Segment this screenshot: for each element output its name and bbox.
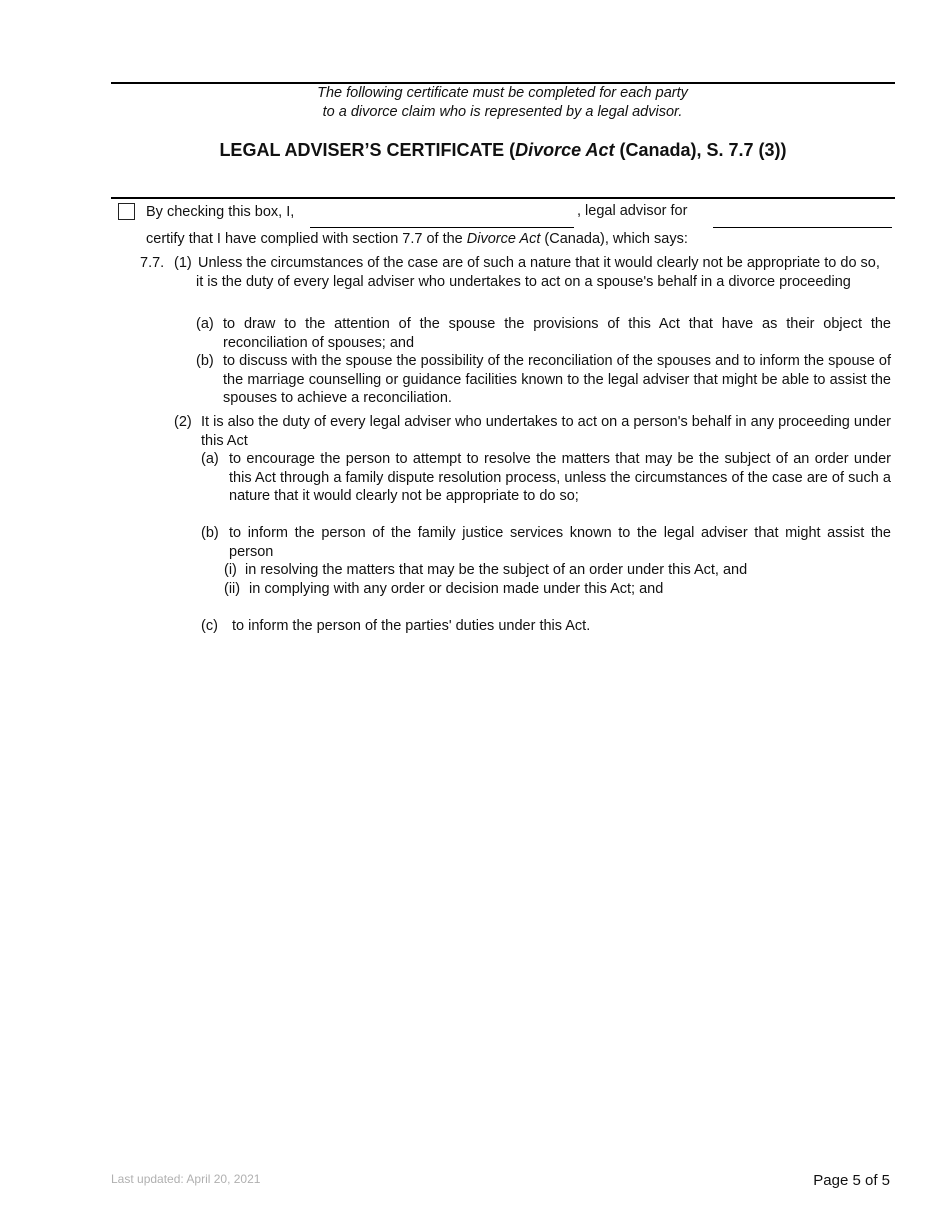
s2-b-label: (b) bbox=[201, 525, 219, 541]
certify-statement: certify that I have complied with section 7.7 of the Divorce Act (Canada), which says: bbox=[146, 231, 688, 247]
s1-a-label: (a) bbox=[196, 316, 214, 332]
s2-b-i-text: in resolving the matters that may be the subject of an order under this Act, and bbox=[245, 562, 748, 578]
s2-b-i-label: (i) bbox=[224, 562, 237, 578]
certify-act: Divorce Act bbox=[466, 231, 541, 247]
subsection-1-text: Unless the circumstances of the case are of such a nature that it would clearly not be appropriate to do so, it is the duty of every legal adviser who undertakes to act on a spouse's behalf in a divorce proceeding bbox=[196, 255, 880, 290]
notice-line-2: to a divorce claim who is represented by a legal advisor. bbox=[322, 103, 683, 120]
section-number: 7.7. bbox=[140, 255, 165, 271]
subsection-1-number: (1) bbox=[174, 255, 192, 271]
advisor-name-field[interactable] bbox=[310, 205, 574, 228]
subsection-2-number: (2) bbox=[174, 414, 192, 430]
party-name-field[interactable] bbox=[713, 205, 892, 228]
s2-c-label: (c) bbox=[201, 618, 218, 634]
notice-line-1: The following certificate must be completed for each party bbox=[317, 85, 688, 101]
s2-a-text: to encourage the person to attempt to resolve the matters that may be the subject of an order under this Act through a family dispute resolution process, unless the circumstances of the case are of such a nature that it would clearly not be appropriate to do so; bbox=[229, 451, 891, 504]
s1-b-label: (b) bbox=[196, 353, 214, 369]
s2-c-text: to inform the person of the parties' duties under this Act. bbox=[232, 618, 591, 634]
last-updated: Last updated: April 20, 2021 bbox=[111, 1172, 261, 1186]
s2-a-label: (a) bbox=[201, 451, 219, 467]
title-prefix: LEGAL ADVISER’S CERTIFICATE ( bbox=[219, 140, 516, 160]
certify-checkbox[interactable] bbox=[118, 203, 135, 220]
s1-a-text: to draw to the attention of the spouse the provisions of this Act that have as their object the reconciliation of spouses; and bbox=[223, 316, 891, 351]
s1-b-text: to discuss with the spouse the possibility of the reconciliation of the spouses and to inform the spouse of the marriage counselling or guidance facilities known to the legal adviser that might be able to assist the spouses to achieve a reconciliation. bbox=[223, 353, 891, 406]
page-title bbox=[111, 140, 895, 161]
subsection-2-text: It is also the duty of every legal adviser who undertakes to act on a person's behalf in any proceeding under this Act bbox=[201, 414, 891, 449]
page-number: Page 5 of 5 bbox=[813, 1172, 890, 1189]
s2-b-text: to inform the person of the family justice services known to the legal adviser that might assist the person bbox=[229, 525, 891, 560]
title-suffix: (Canada), S. 7.7 (3)) bbox=[614, 140, 787, 160]
checkbox-label: By checking this box, I, bbox=[146, 204, 295, 220]
s2-b-ii-text: in complying with any order or decision made under this Act; and bbox=[249, 581, 664, 597]
title-act: Divorce Act bbox=[515, 140, 615, 160]
s2-b-ii-label: (ii) bbox=[224, 581, 241, 597]
legal-advisor-for-label: , legal advisor for bbox=[577, 203, 688, 219]
certificate-notice bbox=[200, 84, 805, 121]
certificate-rule bbox=[111, 197, 895, 199]
